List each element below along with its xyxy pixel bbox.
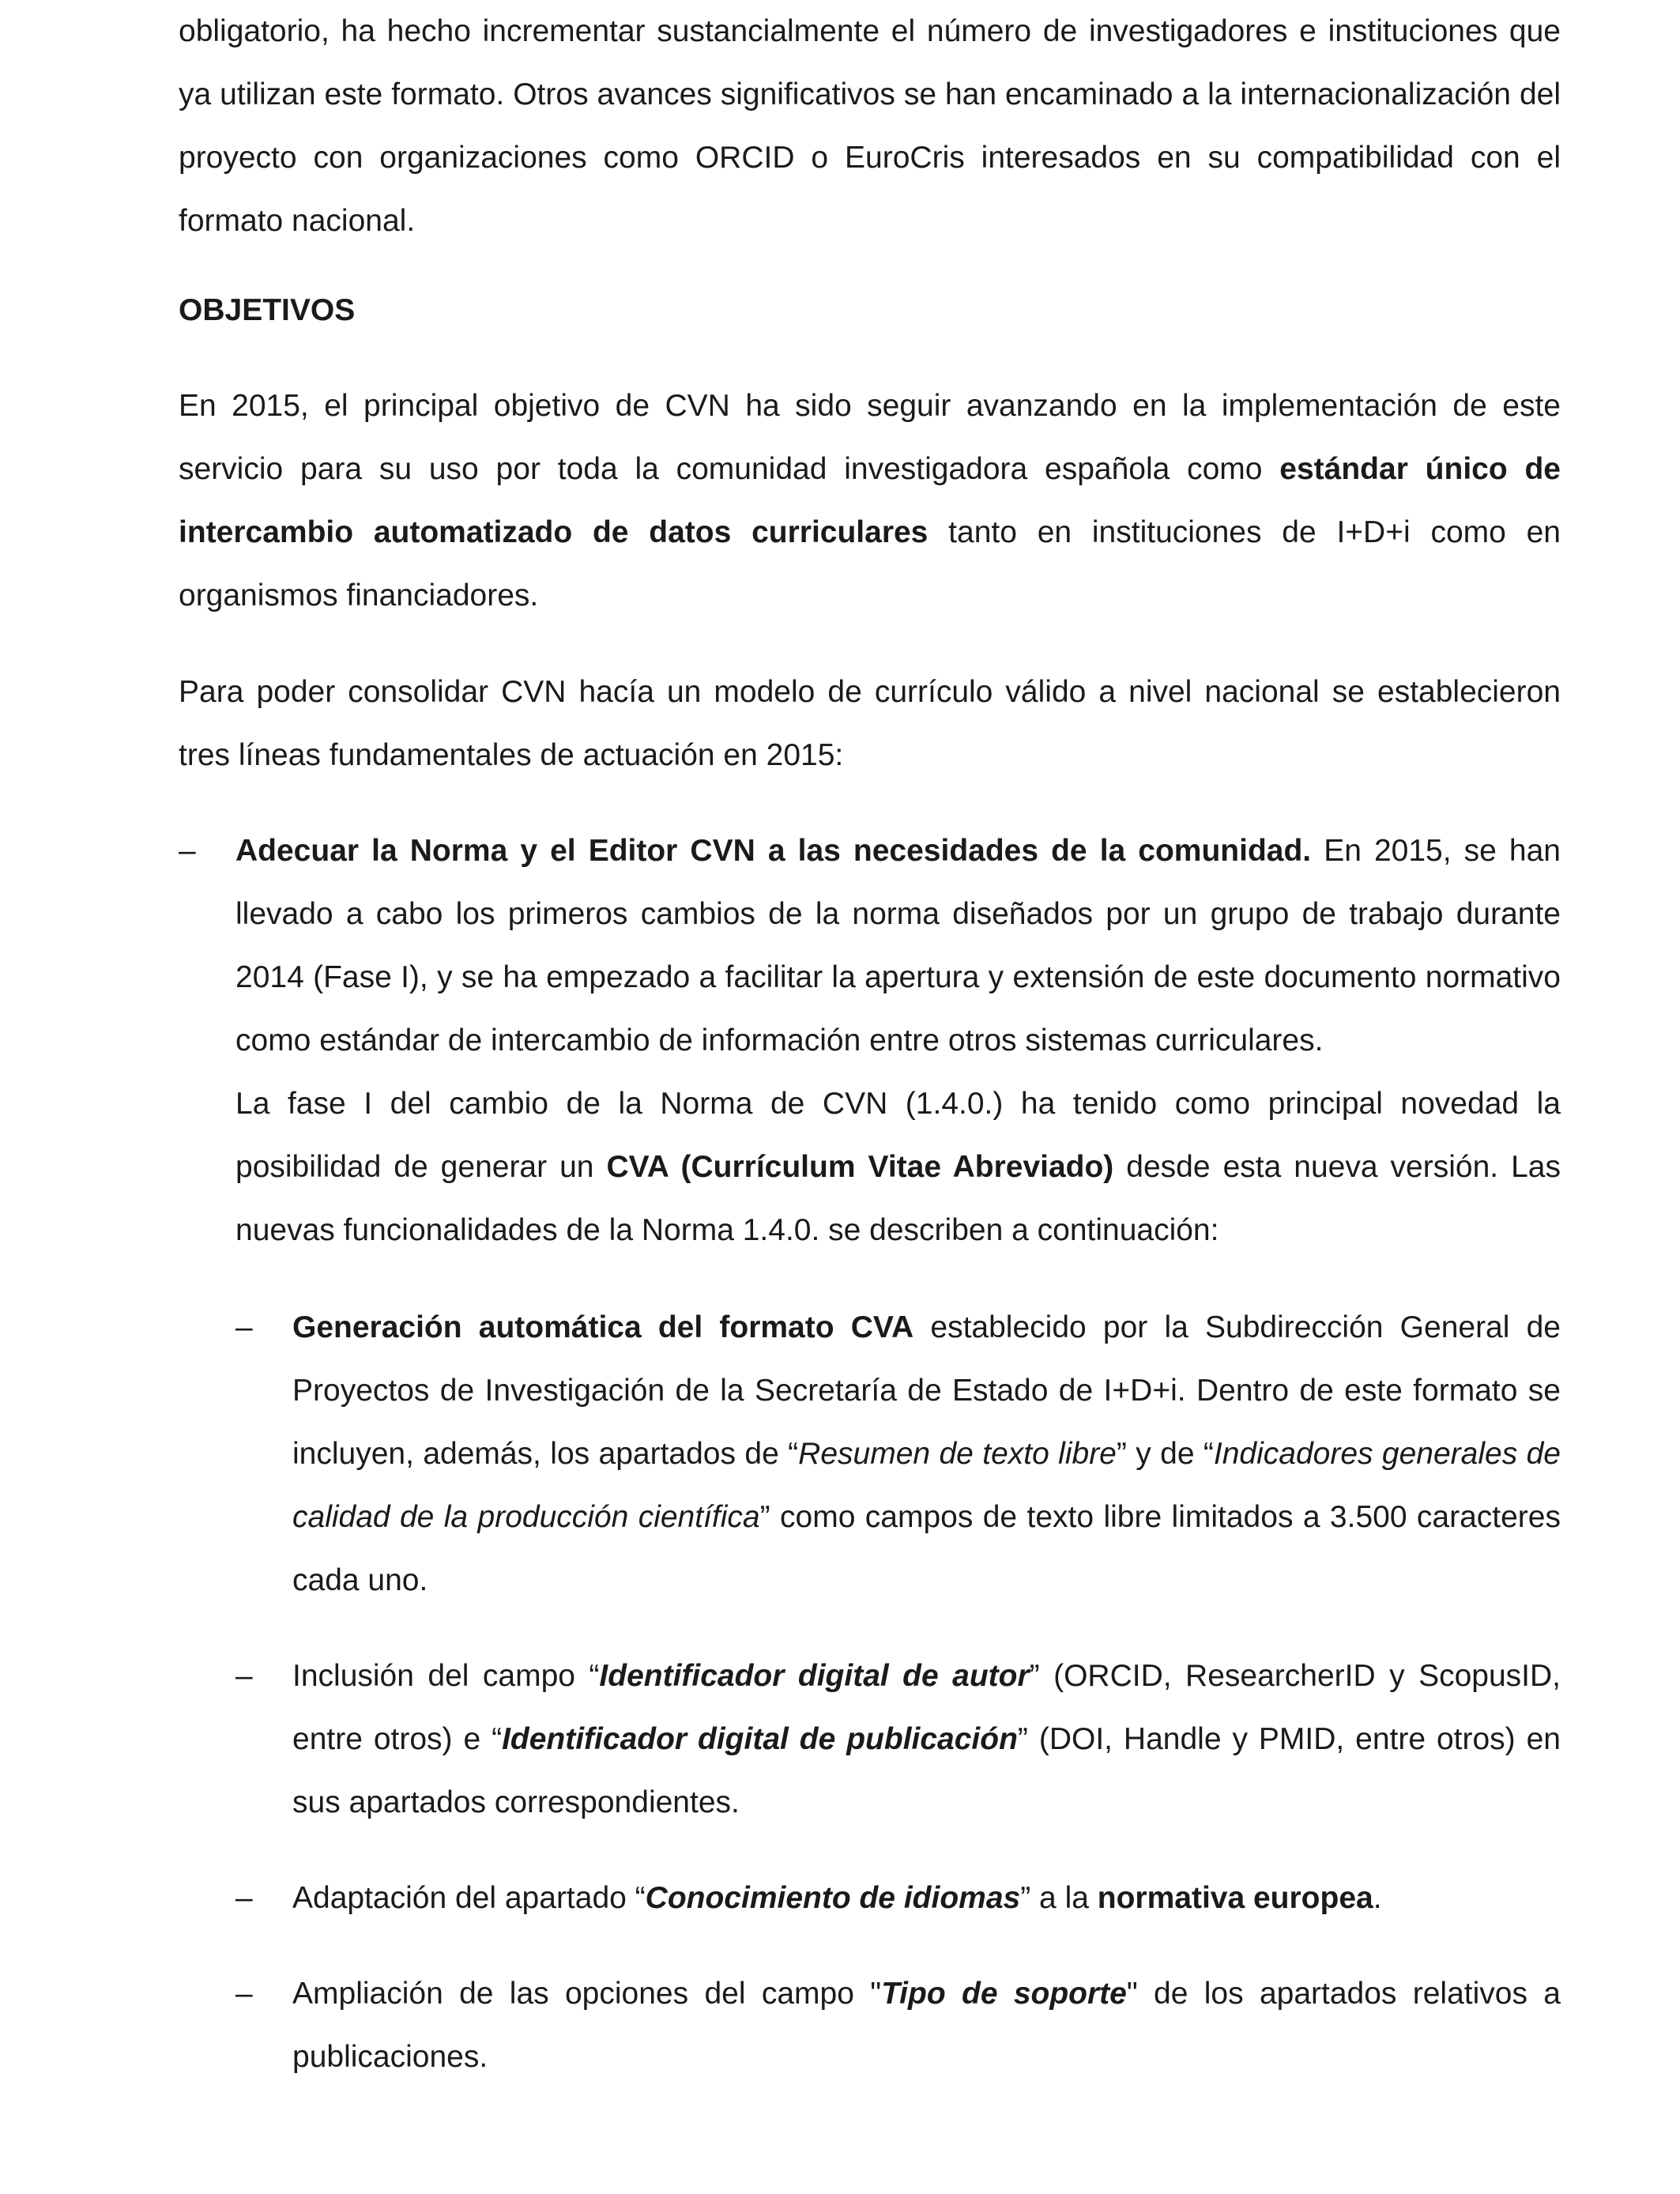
bullet-1-paragraph-2: La fase I del cambio de la Norma de CVN (1.4.0.) ha tenido como principal novedad la posibilidad de generar un CVA (Currículum Vitae Abreviado) desde esta nueva versión. Las nuevas funcionalidades de la Norma 1.4.0. se describen a continuación:: [235, 1087, 1561, 1247]
dash-bullet: –: [235, 1659, 253, 1693]
list-item-sub-bullet-3: – Adaptación del apartado “Conocimiento de idiomas” a la normativa europea.: [179, 1867, 1561, 1930]
list-item-sub-bullet-4: – Ampliación de las opciones del campo "Tipo de soporte" de los apartados relativos a publicaciones.: [179, 1962, 1561, 2089]
dash-bullet: –: [235, 1881, 253, 1915]
bold-phrase: estándar único de intercambio automatizado de datos curriculares: [179, 452, 1561, 549]
list-item-sub-bullet-2: – Inclusión del campo “Identificador digital de autor” (ORCID, ResearcherID y ScopusID, entre otros) e “Identificador digital de publicación” (DOI, Handle y PMID, entre otros) en sus apartados correspondientes.: [179, 1645, 1561, 1834]
dash-bullet: –: [235, 1310, 253, 1344]
intro-text: obligatorio, ha hecho incrementar sustancialmente el número de investigadores e instituciones que ya utilizan este formato. Otros avances significativos se han encaminado a la internacionalización del proyecto con organizaciones como ORCID o EuroCris interesados en su compatibilidad con el formato nacional.: [179, 14, 1561, 238]
objetivos-paragraph-1: En 2015, el principal objetivo de CVN ha sido seguir avanzando en la implementación de este servicio para su uso por toda la comunidad investigadora española como estándar único de intercambio automatizado de datos curriculares tanto en instituciones de I+D+i como en organismos financiadores.: [179, 389, 1561, 613]
objetivos-paragraph-2: Para poder consolidar CVN hacía un modelo de currículo válido a nivel nacional se establecieron tres líneas fundamentales de actuación en 2015:: [179, 675, 1561, 772]
list-item-bullet-1: – Adecuar la Norma y el Editor CVN a las necesidades de la comunidad. En 2015, se han llevado a cabo los primeros cambios de la norma diseñados por un grupo de trabajo durante 2014 (Fase I), y se ha empezado a facilitar la apertura y extensión de este documento normativo como estándar de intercambio de información entre otros sistemas curriculares. La fase I del cambio de la Norma de CVN (1.4.0.) ha tenido como principal novedad la posibilidad de generar un CVA (Currículum Vitae Abreviado) desde esta nueva versión. Las nuevas funcionalidades de la Norma 1.4.0. se describen a continuación:: [179, 820, 1561, 1262]
dash-bullet: –: [179, 834, 196, 868]
dash-bullet: –: [235, 1977, 253, 2011]
intro-paragraph: [179, 0, 1561, 253]
section-heading-objetivos: OBJETIVOS: [179, 293, 356, 327]
bullet-1-title: Adecuar la Norma y el Editor CVN a las necesidades de la comunidad.: [235, 834, 1312, 868]
list-item-sub-bullet-1: – Generación automática del formato CVA establecido por la Subdirección General de Proyectos de Investigación de la Secretaría de Estado de I+D+i. Dentro de este formato se incluyen, además, los apartados de “Resumen de texto libre” y de “Indicadores generales de calidad de la producción científica” como campos de texto libre limitados a 3.500 caracteres cada uno.: [179, 1296, 1561, 1612]
